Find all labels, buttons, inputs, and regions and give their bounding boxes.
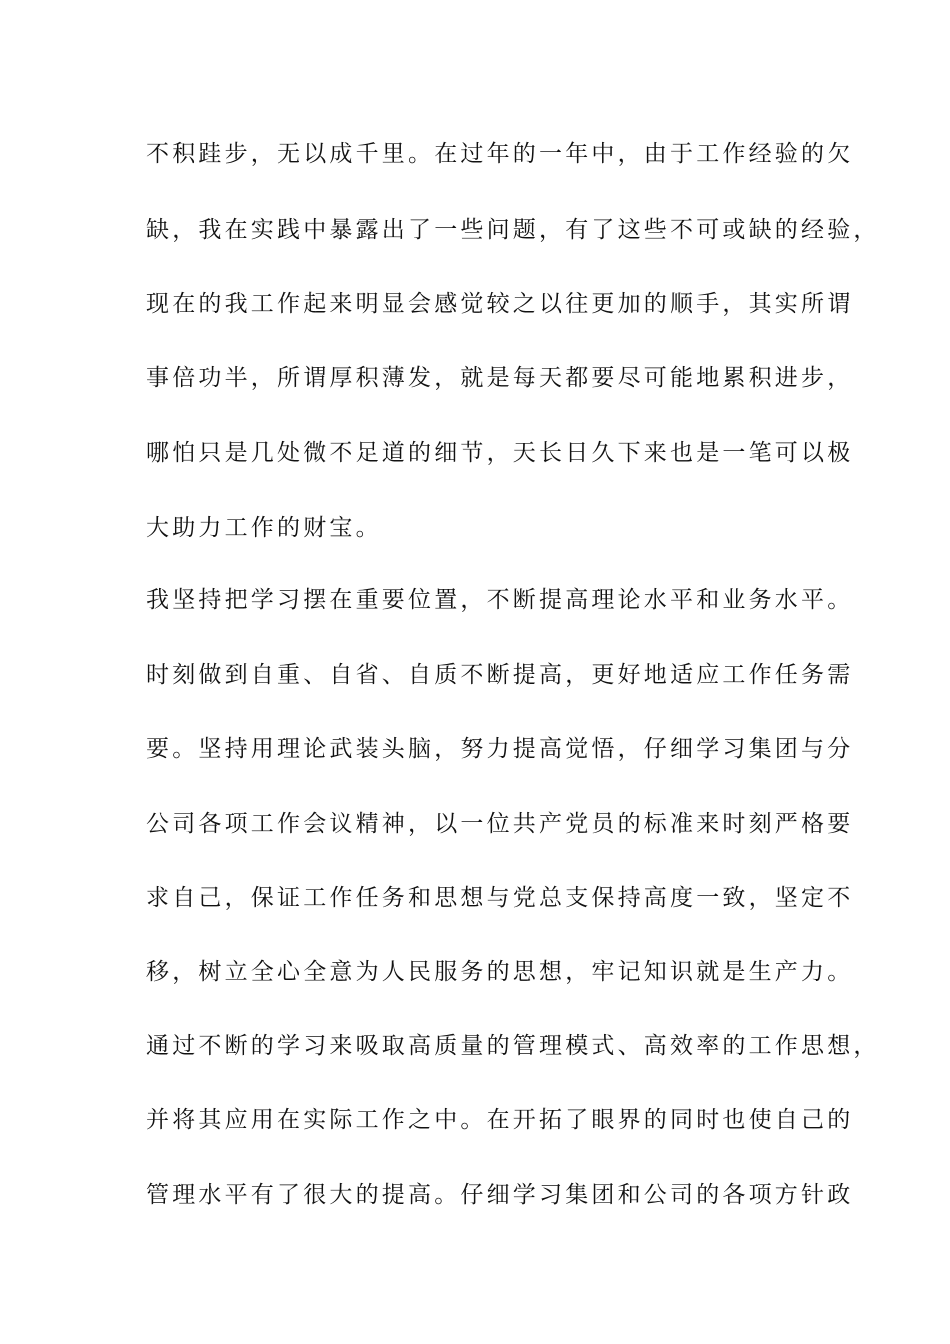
text-line: 求自己，保证工作任务和思想与党总支保持高度一致，坚定不 xyxy=(146,885,854,911)
text-line: 大助力工作的财宝。 xyxy=(146,515,382,541)
text-line: 哪怕只是几处微不足道的细节，天长日久下来也是一笔可以极 xyxy=(146,440,854,466)
text-line: 缺，我在实践中暴露出了一些问题，有了这些不可或缺的经验， xyxy=(146,217,880,243)
text-line: 公司各项工作会议精神，以一位共产党员的标准来时刻严格要 xyxy=(146,811,854,837)
text-line: 管理水平有了很大的提高。仔细学习集团和公司的各项方针政 xyxy=(146,1182,854,1208)
text-line: 我坚持把学习摆在重要位置，不断提高理论水平和业务水平。 xyxy=(146,587,854,613)
text-line: 现在的我工作起来明显会感觉较之以往更加的顺手，其实所谓 xyxy=(146,291,854,317)
text-line: 事倍功半，所谓厚积薄发，就是每天都要尽可能地累积进步， xyxy=(146,365,854,391)
text-line: 并将其应用在实际工作之中。在开拓了眼界的同时也使自己的 xyxy=(146,1107,854,1133)
text-line: 通过不断的学习来吸取高质量的管理模式、高效率的工作思想， xyxy=(146,1033,880,1059)
text-line: 不积跬步，无以成千里。在过年的一年中，由于工作经验的欠 xyxy=(146,141,854,167)
text-line: 移，树立全心全意为人民服务的思想，牢记知识就是生产力。 xyxy=(146,959,854,985)
text-line: 时刻做到自重、自省、自质不断提高，更好地适应工作任务需 xyxy=(146,662,854,688)
text-line: 要。坚持用理论武装头脑，努力提高觉悟，仔细学习集团与分 xyxy=(146,736,854,762)
